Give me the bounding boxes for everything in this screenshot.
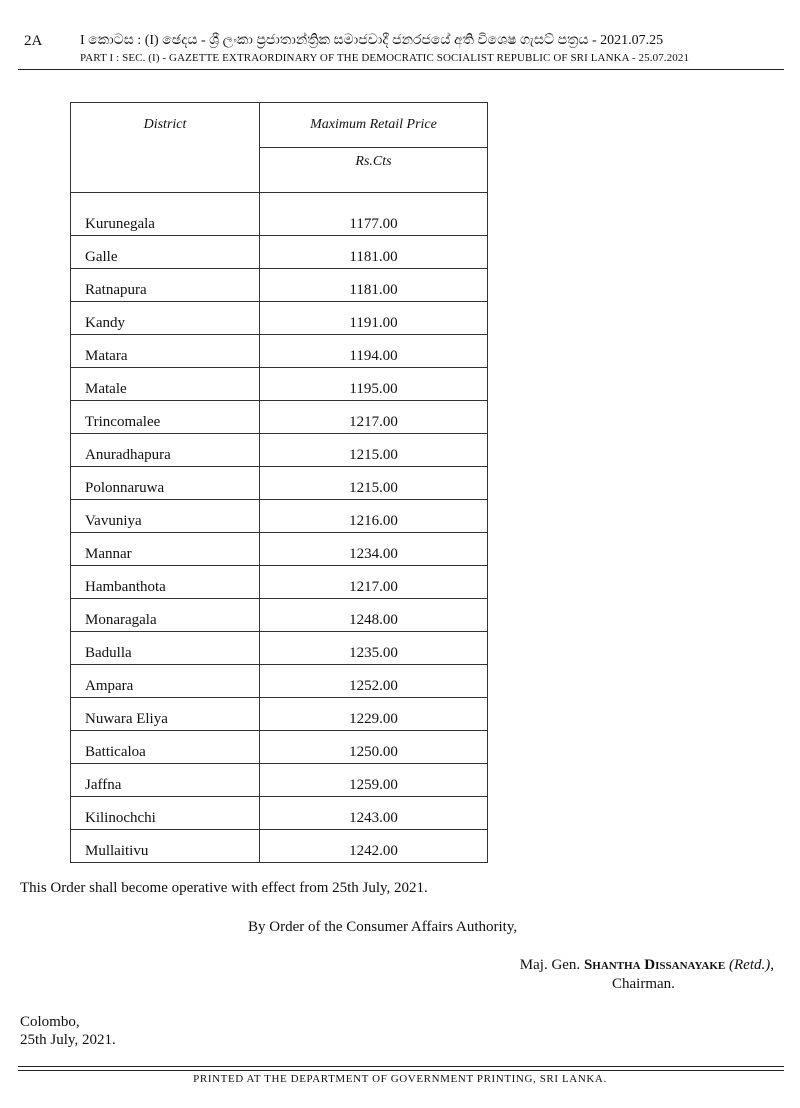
order-statement: This Order shall become operative with effect from 25th July, 2021. [20, 880, 428, 896]
header-max-retail-price: Maximum Retail Price [260, 103, 488, 148]
signatory-name: Shantha Dissanayake [583, 957, 726, 973]
price-cell: 1177.00 [260, 193, 488, 236]
district-cell: Ampara [71, 665, 260, 698]
price-cell: 1195.00 [260, 368, 488, 401]
table-row [71, 830, 488, 863]
header-unit: Rs.Cts [260, 148, 488, 193]
district-cell: Trincomalee [71, 401, 260, 434]
district-cell: Batticaloa [71, 731, 260, 764]
signatory-title: Chairman. [612, 976, 675, 992]
district-cell: Anuradhapura [71, 434, 260, 467]
district-cell: Mullaitivu [71, 830, 260, 863]
table-row [71, 731, 488, 764]
header-district: District [71, 103, 260, 193]
price-cell: 1194.00 [260, 335, 488, 368]
table-row [71, 632, 488, 665]
table-row [71, 533, 488, 566]
price-cell: 1250.00 [260, 731, 488, 764]
district-cell: Mannar [71, 533, 260, 566]
table-row [71, 698, 488, 731]
price-cell: 1181.00 [260, 269, 488, 302]
table-row [71, 236, 488, 269]
district-cell: Jaffna [71, 764, 260, 797]
table-row [71, 401, 488, 434]
table-row [71, 269, 488, 302]
district-cell: Matale [71, 368, 260, 401]
district-cell: Polonnaruwa [71, 467, 260, 500]
district-cell: Kilinochchi [71, 797, 260, 830]
price-table [70, 102, 488, 863]
price-cell: 1248.00 [260, 599, 488, 632]
district-cell: Ratnapura [71, 269, 260, 302]
price-cell: 1259.00 [260, 764, 488, 797]
signatory [0, 957, 774, 974]
signatory-prefix: Maj. Gen. [519, 957, 581, 973]
header-divider [18, 69, 784, 70]
table-row [71, 335, 488, 368]
price-cell: 1217.00 [260, 401, 488, 434]
district-cell: Monaragala [71, 599, 260, 632]
price-cell: 1215.00 [260, 467, 488, 500]
price-cell: 1216.00 [260, 500, 488, 533]
header-sinhala-title: I කොටස : (I) ඡෙදය - ශ්‍රී ලංකා ප්‍රජාතාන්ත්‍රික සමාජවාදී ජනරජයේ අති විශෙෂ ගැසට් පත්‍රය - 2021.07.25 [80, 33, 664, 48]
table-row [71, 302, 488, 335]
district-cell: Vavuniya [71, 500, 260, 533]
district-cell: Hambanthota [71, 566, 260, 599]
table-row [71, 566, 488, 599]
price-cell: 1252.00 [260, 665, 488, 698]
authority-statement: By Order of the Consumer Affairs Authority, [248, 919, 518, 935]
table-row [71, 665, 488, 698]
price-cell: 1229.00 [260, 698, 488, 731]
price-table-body [71, 193, 488, 863]
footer-divider-top [18, 1066, 784, 1067]
price-cell: 1235.00 [260, 632, 488, 665]
table-row [71, 797, 488, 830]
district-cell: Galle [71, 236, 260, 269]
table-header-row [71, 103, 488, 148]
table-row [71, 368, 488, 401]
table-row [71, 193, 488, 236]
header-english-title: PART I : SEC. (I) - GAZETTE EXTRAORDINARY OF THE DEMOCRATIC SOCIALIST REPUBLIC OF SRI LANKA - 25.07.2021 [80, 52, 690, 64]
page-number: 2A [24, 33, 43, 49]
district-cell: Nuwara Eliya [71, 698, 260, 731]
table-row [71, 467, 488, 500]
district-cell: Matara [71, 335, 260, 368]
table-row [71, 764, 488, 797]
footer-divider-bottom [18, 1070, 784, 1071]
district-cell: Kandy [71, 302, 260, 335]
table-row [71, 434, 488, 467]
price-cell: 1234.00 [260, 533, 488, 566]
signatory-suffix: (Retd.), [729, 957, 774, 973]
date: 25th July, 2021. [20, 1032, 116, 1048]
district-cell: Kurunegala [71, 193, 260, 236]
table-row [71, 500, 488, 533]
price-cell: 1191.00 [260, 302, 488, 335]
price-cell: 1181.00 [260, 236, 488, 269]
price-cell: 1243.00 [260, 797, 488, 830]
price-cell: 1215.00 [260, 434, 488, 467]
table-row [71, 599, 488, 632]
price-cell: 1242.00 [260, 830, 488, 863]
printer-credit: PRINTED AT THE DEPARTMENT OF GOVERNMENT PRINTING, SRI LANKA. [193, 1073, 607, 1085]
place: Colombo, [20, 1014, 80, 1030]
price-cell: 1217.00 [260, 566, 488, 599]
district-cell: Badulla [71, 632, 260, 665]
